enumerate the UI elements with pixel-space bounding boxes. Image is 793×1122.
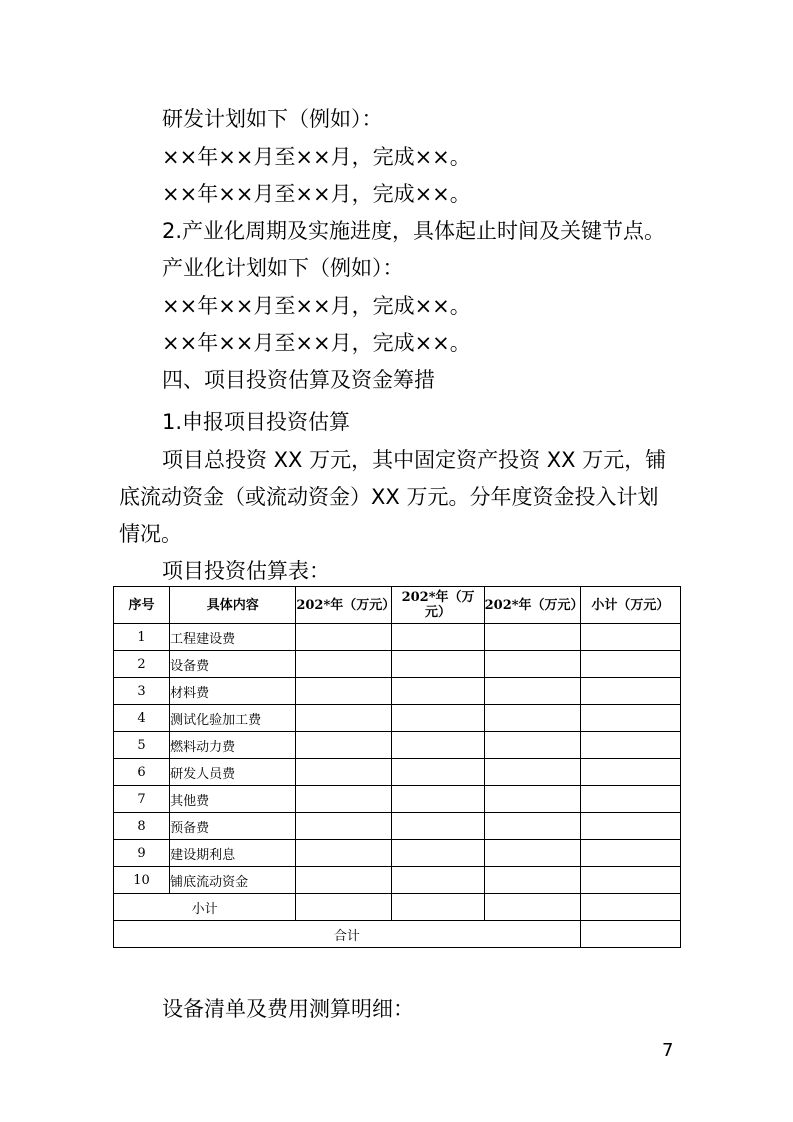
empty-cell [580, 624, 680, 651]
row-number: 3 [114, 678, 170, 705]
total-label: 合计 [114, 921, 581, 948]
empty-cell [580, 867, 680, 894]
row-number: 5 [114, 732, 170, 759]
empty-cell [580, 921, 680, 948]
empty-cell [580, 705, 680, 732]
header-cell: 202*年（万元） [296, 587, 392, 624]
empty-cell [392, 759, 484, 786]
empty-cell [484, 651, 580, 678]
empty-cell [580, 786, 680, 813]
empty-cell [392, 813, 484, 840]
row-number: 6 [114, 759, 170, 786]
industrial-plan-intro: 产业化计划如下（例如）： [162, 256, 404, 280]
empty-cell [296, 678, 392, 705]
empty-cell [484, 759, 580, 786]
empty-cell [392, 786, 484, 813]
page-number: 7 [662, 1040, 674, 1061]
empty-cell [392, 624, 484, 651]
industrial-plan-item-1: ××年××月至××月，完成××。 [162, 294, 471, 318]
empty-cell [580, 759, 680, 786]
empty-cell [296, 651, 392, 678]
row-item: 材料费 [170, 678, 296, 705]
empty-cell [580, 678, 680, 705]
empty-cell [296, 759, 392, 786]
row-number: 2 [114, 651, 170, 678]
empty-cell [296, 786, 392, 813]
table-row [114, 678, 681, 705]
empty-cell [484, 786, 580, 813]
empty-cell [296, 705, 392, 732]
row-number: 1 [114, 624, 170, 651]
rd-plan-item-1: ××年××月至××月，完成××。 [162, 145, 471, 169]
total-row [114, 921, 681, 948]
empty-cell [392, 867, 484, 894]
row-number: 8 [114, 813, 170, 840]
row-number: 10 [114, 867, 170, 894]
investment-paragraph-line-3: 情况。 [119, 522, 182, 546]
empty-cell [392, 840, 484, 867]
table-row [114, 705, 681, 732]
empty-cell [392, 894, 484, 921]
header-cell: 202*年（万元） [484, 587, 580, 624]
empty-cell [392, 651, 484, 678]
row-item: 设备费 [170, 651, 296, 678]
row-item: 预备费 [170, 813, 296, 840]
row-item: 工程建设费 [170, 624, 296, 651]
subtotal-row [114, 894, 681, 921]
row-item: 铺底流动资金 [170, 867, 296, 894]
industrial-cycle-heading: 2.产业化周期及实施进度，具体起止时间及关键节点。 [162, 219, 666, 243]
rd-plan-intro: 研发计划如下（例如）： [162, 107, 383, 131]
investment-paragraph-line-1: 项目总投资 XX 万元，其中固定资产投资 XX 万元，铺 [162, 448, 667, 472]
table-row [114, 759, 681, 786]
empty-cell [484, 624, 580, 651]
empty-cell [484, 894, 580, 921]
industrial-plan-item-2: ××年××月至××月，完成××。 [162, 331, 471, 355]
empty-cell [580, 813, 680, 840]
row-item: 其他费 [170, 786, 296, 813]
investment-estimate-table [113, 586, 681, 948]
empty-cell [484, 678, 580, 705]
investment-paragraph-line-2: 底流动资金（或流动资金）XX 万元。分年度资金投入计划 [119, 485, 659, 509]
empty-cell [484, 705, 580, 732]
table-row [114, 867, 681, 894]
empty-cell [392, 705, 484, 732]
rd-plan-item-2: ××年××月至××月，完成××。 [162, 182, 471, 206]
row-item: 研发人员费 [170, 759, 296, 786]
equipment-caption: 设备清单及费用测算明细： [162, 997, 414, 1021]
subtotal-label: 小计 [114, 894, 296, 921]
table-row [114, 651, 681, 678]
row-item: 测试化验加工费 [170, 705, 296, 732]
row-item: 建设期利息 [170, 840, 296, 867]
row-number: 4 [114, 705, 170, 732]
empty-cell [580, 894, 680, 921]
empty-cell [580, 651, 680, 678]
table-row [114, 732, 681, 759]
header-cell: 202*年（万元） [392, 587, 484, 624]
table-caption: 项目投资估算表： [162, 559, 330, 583]
empty-cell [296, 813, 392, 840]
table-row [114, 624, 681, 651]
empty-cell [296, 867, 392, 894]
row-number: 9 [114, 840, 170, 867]
empty-cell [392, 732, 484, 759]
empty-cell [580, 840, 680, 867]
header-cell: 序号 [114, 587, 170, 624]
empty-cell [296, 840, 392, 867]
empty-cell [484, 867, 580, 894]
empty-cell [484, 732, 580, 759]
empty-cell [392, 678, 484, 705]
row-item: 燃料动力费 [170, 732, 296, 759]
table-row [114, 840, 681, 867]
empty-cell [296, 894, 392, 921]
table-row [114, 786, 681, 813]
row-number: 7 [114, 786, 170, 813]
table-header-row [114, 587, 681, 624]
empty-cell [580, 732, 680, 759]
empty-cell [296, 732, 392, 759]
section-four-heading: 四、项目投资估算及资金筹措 [162, 368, 435, 392]
empty-cell [296, 624, 392, 651]
empty-cell [484, 813, 580, 840]
subsection-one-heading: 1.申报项目投资估算 [162, 410, 351, 434]
header-cell: 具体内容 [170, 587, 296, 624]
header-cell: 小计（万元） [580, 587, 680, 624]
table-row [114, 813, 681, 840]
empty-cell [484, 840, 580, 867]
